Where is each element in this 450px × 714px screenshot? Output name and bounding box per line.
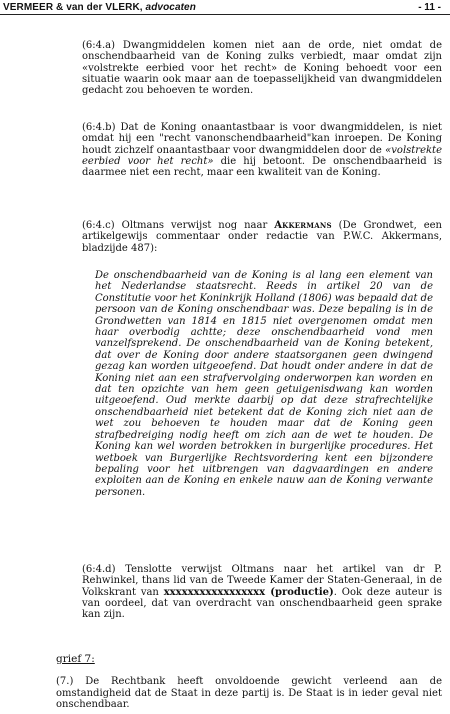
paragraph-6-4-a: (6:4.a) Dwangmiddelen komen niet aan de orde, niet omdat de onschendbaarheid van de Koning zulks verbiedt, maar omdat zijn «volstrekte eerbied voor het recht» de Koning behoedt voor een situatie waarin ook maar aan de toepasselijkheid van dwangmiddelen gedacht zou behoeven te worden.: [82, 40, 442, 97]
firm-name: VERMEER & van der VLERK, advocaten: [3, 2, 196, 13]
italic-quote-phrase: «volstrekte eerbied voor het recht»: [82, 144, 442, 167]
redacted-production: xxxxxxxxxxxxxxxxx (productie): [163, 586, 334, 598]
paragraph-6-4-c: (6:4.c) Oltmans verwijst nog naar Akkermans (De Grondwet, een artikelgewijs commentaar onder redactie van P.W.C. Akkermans, bladzijde 487):: [82, 220, 442, 254]
grief-heading: grief 7:: [56, 653, 95, 665]
header-rule: [0, 14, 450, 15]
page-number: - 11 -: [418, 2, 441, 13]
block-quote: De onschendbaarheid van de Koning is al lang een element van het Nederlandse staatsrecht. Reeds in artikel 20 van de Constitutie voor het Koninkrijk Holland (1806) was bepaald dat de persoon van de Koning onschendbaar was. Deze bepaling is in de Grondwetten van 1814 en 1815 niet overgenomen omdat men haar overbodig achtte; deze onschendbaarheid vond men vanzelfsprekend. De onschendbaarheid van de Koning betekent, dat over de Koning door andere staatsorganen geen dwingend gezag kan worden uitgeoefend. Dat houdt onder andere in dat de Koning niet aan een strafvervolging onderworpen kan worden en dat ten opzichte van hem geen getuigenisdwang kan worden uitgeoefend. Oud merkte daarbij op dat deze strafrechtelijke onschendbaarheid niet betekent dat de Koning zich niet aan de wet zou behoeven te houden maar dat de Koning geen strafbedreiging nodig heeft om zich aan de wet te houden. De Koning kan wel worden betrokken in burgerlijke procedures. Het wetboek van Burgerlijke Rechtsvordering kent een bijzondere bepaling voor het uitbrengen van dagvaardingen en andere exploiten aan de Koning en enkele nauw aan de Koning verwante personen.: [95, 270, 433, 498]
firm-suffix: advocaten: [145, 2, 196, 13]
grief-7-text: (7.) De Rechtbank heeft onvoldoende gewicht verleend aan de omstandigheid dat de Staat in deze partij is. De Staat is in ieder geval niet onschendbaar.: [56, 676, 442, 710]
author-name: Akkermans: [274, 220, 332, 231]
paragraph-6-4-b: (6:4.b) Dat de Koning onaantastbaar is voor dwangmiddelen, is niet omdat hij een "recht vanonschendbaarheid"kan inroepen. De Koning houdt zichzelf onaantastbaar voor dwangmiddelen door de «volstrekte eerbied voor het recht» die hij betoont. De onschendbaarheid is daarmee niet een recht, maar een kwaliteit van de Koning.: [82, 122, 443, 179]
paragraph-6-4-d: (6:4.d) Tenslotte verwijst Oltmans naar het artikel van dr P. Rehwinkel, thans lid van de Tweede Kamer der Staten-Generaal, in de Volkskrant van xxxxxxxxxxxxxxxxx (productie). Ook deze auteur is van oordeel, dat van overdracht van onschendbaarheid geen sprake kan zijn.: [82, 564, 442, 621]
